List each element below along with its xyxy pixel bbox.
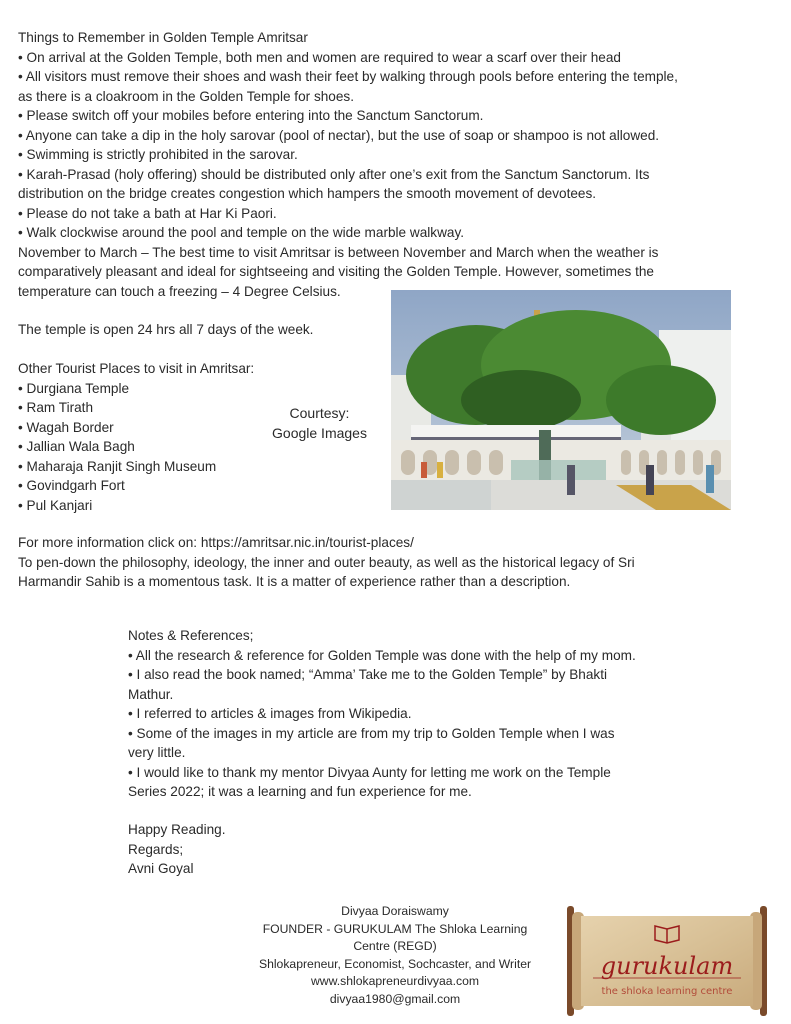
- author-name: Avni Goyal: [128, 861, 194, 876]
- founder-email[interactable]: divyaa1980@gmail.com: [329, 991, 461, 1006]
- text-line: To pen-down the philosophy, ideology, the inner and outer beauty, as well as the historical legacy of Sri: [18, 554, 635, 570]
- note-line: • I also read the book named; “Amma’ Take me to the Golden Temple” by Bhakti: [128, 667, 608, 682]
- list-item: • Durgiana Temple: [18, 380, 130, 396]
- note-line: Mathur.: [128, 686, 174, 702]
- courtesy-label: Courtesy:: [289, 405, 350, 421]
- gurukulam-logo: [563, 898, 771, 1020]
- section-heading: Things to Remember in Golden Temple Amritsar: [18, 30, 308, 45]
- text-line: comparatively pleasant and ideal for sightseeing and visiting the Golden Temple. However, sometimes the: [18, 264, 654, 279]
- list-item: • Maharaja Ranjit Singh Museum: [18, 458, 217, 474]
- notes-heading: Notes & References;: [128, 628, 254, 643]
- logo-subtitle: the shloka learning centre: [601, 986, 733, 997]
- list-item: • Govindgarh Fort: [18, 478, 125, 493]
- note-line: very little.: [128, 745, 186, 760]
- text-line: • Swimming is strictly prohibited in the sarovar.: [18, 147, 298, 162]
- text-line: November to March – The best time to visit Amritsar is between November and March when the weather is: [18, 244, 659, 260]
- tourist-places-list: [18, 359, 254, 515]
- text-line: • Anyone can take a dip in the holy sarovar (pool of nectar), but the use of soap or shampoo is not allowed.: [18, 127, 660, 143]
- text-line: • All visitors must remove their shoes and wash their feet by walking through pools before entering the temple,: [18, 69, 678, 84]
- founder-info: [250, 903, 540, 1008]
- text-line: • Karah-Prasad (holy offering) should be distributed only after one’s exit from the Sanctum Sanctorum. Its: [18, 166, 650, 182]
- list-heading: Other Tourist Places to visit in Amritsar:: [18, 361, 255, 376]
- notes-references: [128, 626, 636, 802]
- note-line: • I referred to articles & images from Wikipedia.: [128, 706, 412, 721]
- list-item: • Jallian Wala Bagh: [18, 439, 135, 454]
- image-courtesy: [262, 403, 377, 443]
- note-line: • I would like to thank my mentor Divyaa Aunty for letting me work on the Temple: [128, 764, 611, 780]
- text-line: • Please do not take a bath at Har Ki Paori.: [18, 205, 277, 221]
- text-line: Harmandir Sahib is a momentous task. It is a matter of experience rather than a description.: [18, 574, 571, 589]
- note-line: • All the research & reference for Golden Temple was done with the help of my mom.: [128, 647, 636, 663]
- founder-title-cont: Centre (REGD): [353, 939, 437, 953]
- golden-temple-photo: [391, 290, 731, 510]
- text-line: • Walk clockwise around the pool and temple on the wide marble walkway.: [18, 225, 465, 240]
- list-item: • Wagah Border: [18, 419, 114, 435]
- text-line: • On arrival at the Golden Temple, both men and women are required to wear a scarf over their head: [18, 49, 621, 65]
- text-line: as there is a cloakroom in the Golden Temple for shoes.: [18, 88, 354, 104]
- founder-title: FOUNDER - GURUKULAM The Shloka Learning: [262, 921, 528, 936]
- founder-website[interactable]: www.shlokapreneurdivyaa.com: [311, 974, 479, 988]
- founder-name: Divyaa Doraiswamy: [341, 904, 449, 918]
- greeting: Happy Reading.: [128, 822, 226, 837]
- temple-guidelines-section: [18, 28, 678, 301]
- more-info-link[interactable]: https://amritsar.nic.in/tourist-places/: [200, 535, 414, 550]
- logo-title: gurukulam: [600, 952, 734, 980]
- scroll-graphic: [563, 898, 771, 1020]
- photo-illustration: [391, 290, 731, 510]
- note-line: Series 2022; it was a learning and fun experience for me.: [128, 784, 472, 799]
- text-line: temperature can touch a freezing – 4 Degree Celsius.: [18, 283, 341, 299]
- note-line: • Some of the images in my article are from my trip to Golden Temple when I was: [128, 725, 615, 741]
- text-line: • Please switch off your mobiles before entering into the Sanctum Sanctorum.: [18, 108, 484, 123]
- courtesy-source: Google Images: [272, 425, 367, 441]
- more-info-label: For more information click on:: [18, 535, 201, 550]
- signoff: [128, 820, 226, 879]
- temple-timing: The temple is open 24 hrs all 7 days of the week.: [18, 322, 314, 337]
- text-line: distribution on the bridge creates congestion which hampers the smooth movement of devotees.: [18, 186, 597, 201]
- list-item: • Pul Kanjari: [18, 497, 93, 513]
- list-item: • Ram Tirath: [18, 400, 94, 415]
- closing-section: [18, 533, 635, 592]
- regards: Regards;: [128, 841, 184, 857]
- founder-roles: Shlokapreneur, Economist, Sochcaster, and Writer: [258, 956, 532, 971]
